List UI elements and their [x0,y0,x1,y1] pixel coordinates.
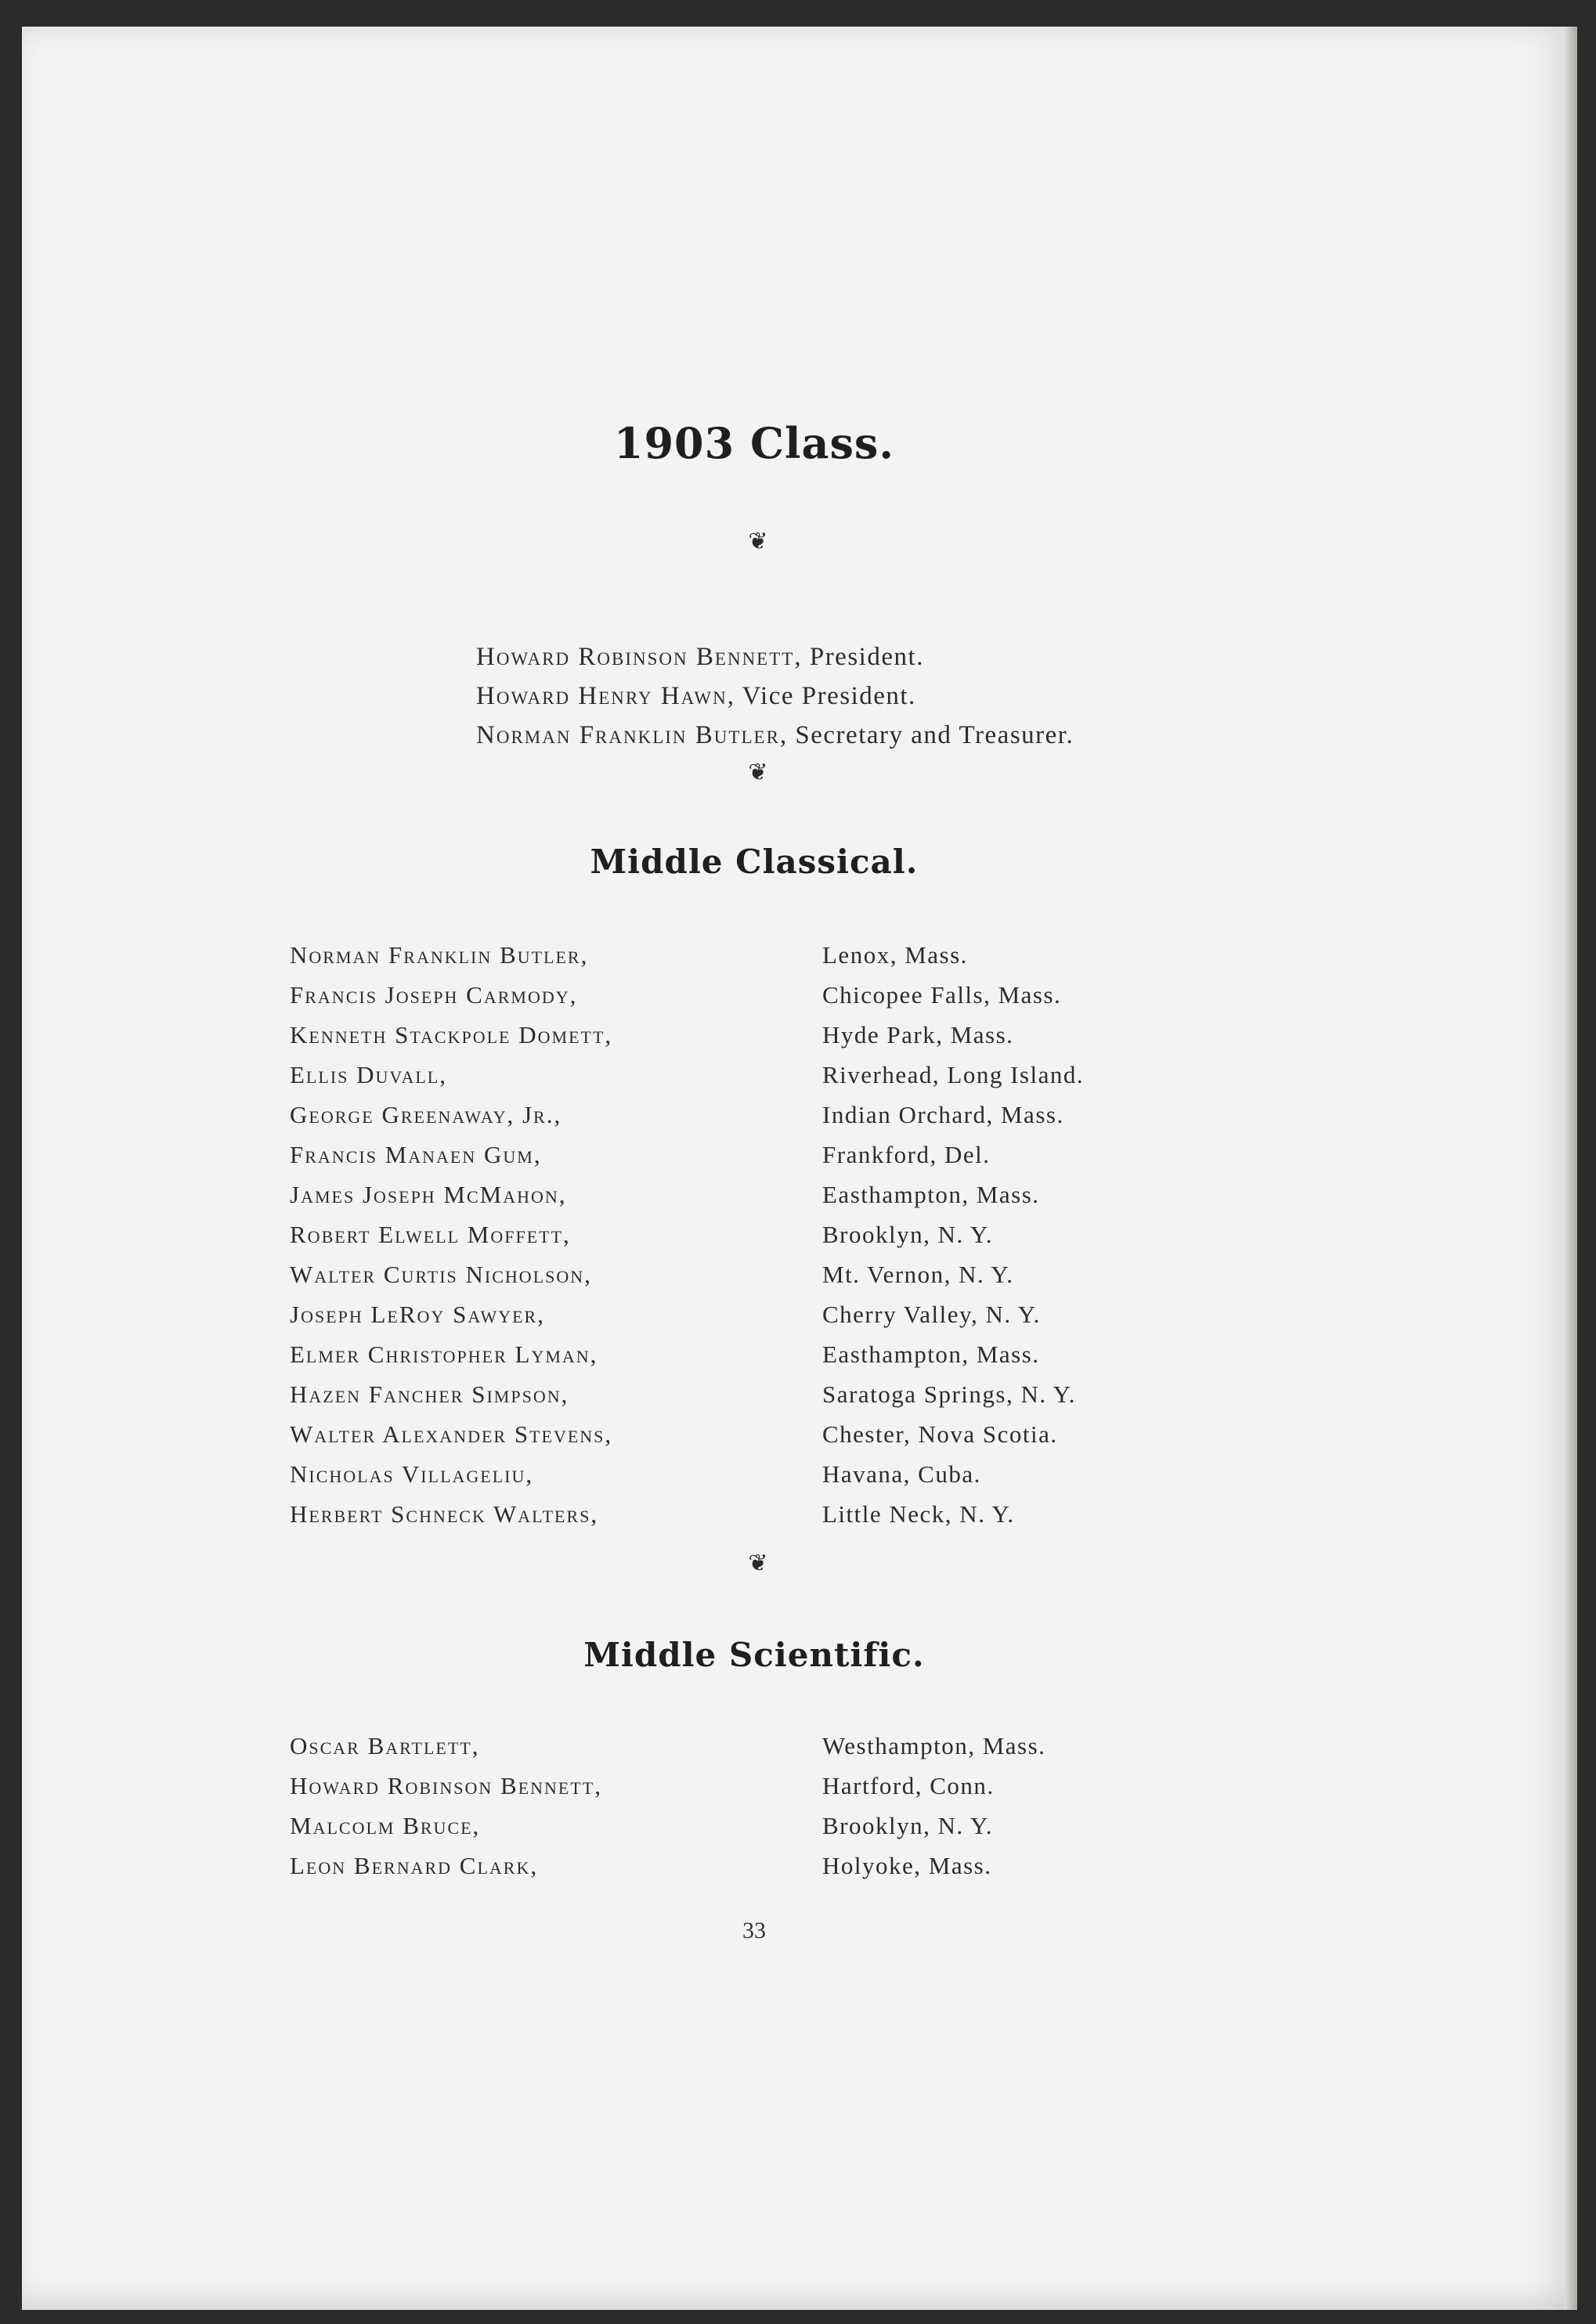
member-name: James Joseph McMahon, [290,1181,567,1208]
member-name: Ellis Duvall, [290,1061,447,1088]
member-place: Westhampton, Mass. [822,1732,1046,1759]
member-name: Robert Elwell Moffett, [290,1221,571,1248]
member-place: Saratoga Springs, N. Y. [822,1380,1076,1408]
ornament-icon: ❦ [748,529,768,554]
middle-classical-heading: Middle Classical. [590,843,919,881]
member-place: Mt. Vernon, N. Y. [822,1261,1014,1288]
member-name: Norman Franklin Butler, [290,941,589,969]
officer-role: , Secretary and Treasurer. [779,721,1074,749]
member-place: Frankford, Del. [822,1141,991,1168]
ornament-icon: ❦ [748,760,768,785]
member-name: Herbert Schneck Walters, [290,1500,599,1528]
member-name: Joseph LeRoy Sawyer, [290,1301,545,1328]
officer-name: Howard Henry Hawn [476,682,728,710]
member-name: Elmer Christopher Lyman, [290,1341,598,1368]
member-place: Indian Orchard, Mass. [822,1101,1064,1128]
member-name: Francis Manaen Gum, [290,1141,542,1168]
member-name: Hazen Fancher Simpson, [290,1380,569,1408]
class-title: 1903 Class. [613,418,895,468]
member-name: George Greenaway, Jr., [290,1101,562,1128]
officer-secretary-treasurer [476,716,1074,755]
member-place: Hartford, Conn. [822,1772,995,1799]
officers-list [476,637,1074,755]
member-place: Chicopee Falls, Mass. [822,981,1062,1009]
member-place: Chester, Nova Scotia. [822,1420,1058,1448]
page-edge [1565,27,1577,2310]
member-name: Nicholas Villageliu, [290,1460,534,1488]
book-page [22,27,1577,2310]
member-place: Brooklyn, N. Y. [822,1812,993,1839]
officer-name: Norman Franklin Butler [476,721,780,749]
member-place: Easthampton, Mass. [822,1341,1040,1368]
member-name: Francis Joseph Carmody, [290,981,578,1009]
officer-president [476,637,1074,677]
officer-vice-president [476,677,1074,716]
officer-name: Howard Robinson Bennett [476,643,795,671]
ornament-icon: ❦ [748,1550,768,1576]
officer-role: , Vice President. [727,682,916,710]
member-place: Little Neck, N. Y. [822,1500,1015,1528]
member-place: Havana, Cuba. [822,1460,981,1488]
member-place: Easthampton, Mass. [822,1181,1040,1208]
member-place: Hyde Park, Mass. [822,1021,1014,1048]
member-place: Riverhead, Long Island. [822,1061,1085,1088]
page-number: 33 [742,1918,766,1943]
member-place: Cherry Valley, N. Y. [822,1301,1041,1328]
member-name: Walter Curtis Nicholson, [290,1261,592,1288]
member-name: Kenneth Stackpole Domett, [290,1021,613,1048]
member-place: Brooklyn, N. Y. [822,1221,993,1248]
member-name: Howard Robinson Bennett, [290,1772,602,1799]
member-name: Walter Alexander Stevens, [290,1420,613,1448]
member-place: Lenox, Mass. [822,941,968,969]
member-name: Malcolm Bruce, [290,1812,481,1839]
middle-scientific-heading: Middle Scientific. [583,1636,925,1674]
member-place: Holyoke, Mass. [822,1852,992,1879]
member-name: Oscar Bartlett, [290,1732,480,1759]
member-name: Leon Bernard Clark, [290,1852,539,1879]
officer-role: , President. [794,643,924,671]
